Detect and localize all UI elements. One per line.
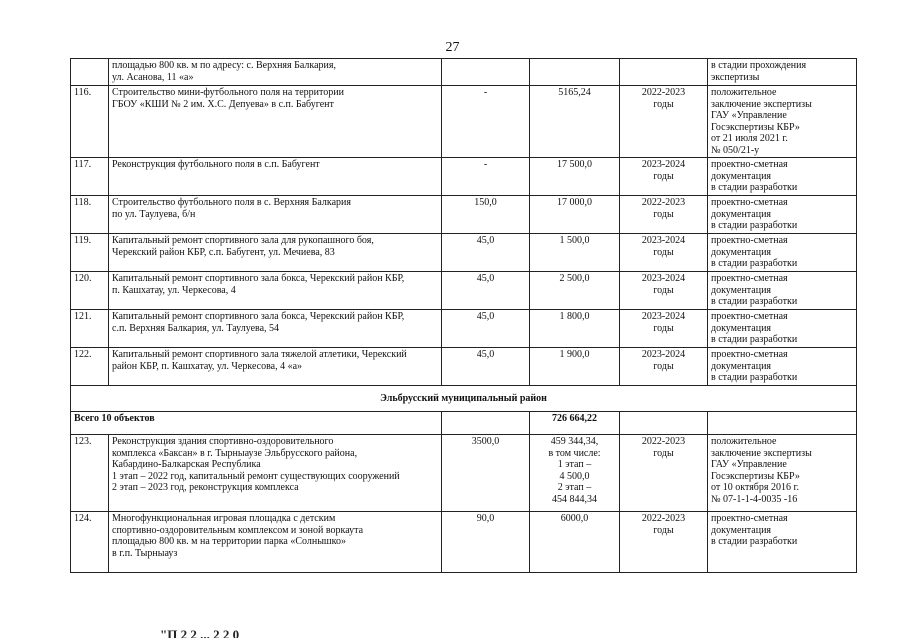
- row-number: 124.: [71, 512, 109, 573]
- object-name: Реконструкция футбольного поля в с.п. Бабугент: [109, 158, 442, 196]
- cost-cell: 1 500,0: [530, 234, 620, 272]
- section-row: [71, 386, 857, 412]
- years-cell: 2023-2024 годы: [620, 348, 708, 386]
- years-cell: 2022-2023 годы: [620, 196, 708, 234]
- status-cell: проектно-сметная документация в стадии разработки: [708, 310, 857, 348]
- status-cell: проектно-сметная документация в стадии разработки: [708, 512, 857, 573]
- object-name: Строительство мини-футбольного поля на территории ГБОУ «КШИ № 2 им. Х.С. Депуева» в с.п. Бабугент: [109, 86, 442, 158]
- table-row: [71, 512, 857, 573]
- cost-cell: 1 900,0: [530, 348, 620, 386]
- area-cell: -: [442, 86, 530, 158]
- total-cost: 726 664,22: [530, 412, 620, 435]
- cost-cell: [530, 59, 620, 86]
- status-cell: проектно-сметная документация в стадии разработки: [708, 348, 857, 386]
- status-cell: в стадии прохождения экспертизы: [708, 59, 857, 86]
- next-page-text-fragment: "П 2 2 ... 2 2 0: [160, 628, 240, 638]
- cost-cell: 5165,24: [530, 86, 620, 158]
- area-cell: 3500,0: [442, 435, 530, 512]
- table-row: [71, 435, 857, 512]
- row-number: [71, 59, 109, 86]
- area-cell: 45,0: [442, 310, 530, 348]
- table-row: [71, 348, 857, 386]
- area-cell: [442, 59, 530, 86]
- area-cell: -: [442, 158, 530, 196]
- status-cell: проектно-сметная документация в стадии разработки: [708, 272, 857, 310]
- row-number: 121.: [71, 310, 109, 348]
- years-cell: 2022-2023 годы: [620, 435, 708, 512]
- area-cell: 45,0: [442, 234, 530, 272]
- years-cell: [620, 59, 708, 86]
- row-number: 122.: [71, 348, 109, 386]
- cost-cell: 17 500,0: [530, 158, 620, 196]
- total-status-empty: [708, 412, 857, 435]
- cost-cell: 2 500,0: [530, 272, 620, 310]
- area-cell: 45,0: [442, 348, 530, 386]
- row-number: 116.: [71, 86, 109, 158]
- row-number: 117.: [71, 158, 109, 196]
- row-number: 123.: [71, 435, 109, 512]
- object-name: Реконструкция здания спортивно-оздоровительного комплекса «Баксан» в г. Тырныаузе Эльбрусского района, Кабардино-Балкарская Республика 1 этап – 2022 год, капитальный ремонт существующих сооружений 2 этап – 2023 год, реконструкция комплекса: [109, 435, 442, 512]
- total-years-empty: [620, 412, 708, 435]
- table-row: [71, 86, 857, 158]
- object-name: Капитальный ремонт спортивного зала бокса, Черекский район КБР, п. Кашхатау, ул. Черкесова, 4: [109, 272, 442, 310]
- years-cell: 2023-2024 годы: [620, 272, 708, 310]
- objects-table: [70, 58, 857, 573]
- status-cell: положительное заключение экспертизы ГАУ «Управление Госэкспертизы КБР» от 21 июля 2021 г. № 050/21-у: [708, 86, 857, 158]
- area-cell: 90,0: [442, 512, 530, 573]
- years-cell: 2023-2024 годы: [620, 310, 708, 348]
- table-row: [71, 272, 857, 310]
- table-row: [71, 158, 857, 196]
- table-row: [71, 196, 857, 234]
- row-number: 118.: [71, 196, 109, 234]
- row-number: 119.: [71, 234, 109, 272]
- cost-cell: 459 344,34, в том числе: 1 этап – 4 500,0 2 этап – 454 844,34: [530, 435, 620, 512]
- object-name: Капитальный ремонт спортивного зала бокса, Черекский район КБР, с.п. Верхняя Балкария, ул. Таулуева, 54: [109, 310, 442, 348]
- object-name: Многофункциональная игровая площадка с детским спортивно-оздоровительным комплексом и зоной воркаута площадью 800 кв. м на территории парка «Солнышко» в г.п. Тырныауз: [109, 512, 442, 573]
- table-row: [71, 234, 857, 272]
- status-cell: проектно-сметная документация в стадии разработки: [708, 196, 857, 234]
- years-cell: 2023-2024 годы: [620, 158, 708, 196]
- total-row: [71, 412, 857, 435]
- total-area-empty: [442, 412, 530, 435]
- row-number: 120.: [71, 272, 109, 310]
- page-number: 27: [445, 40, 460, 55]
- cost-cell: 1 800,0: [530, 310, 620, 348]
- cost-cell: 6000,0: [530, 512, 620, 573]
- years-cell: 2022-2023 годы: [620, 512, 708, 573]
- total-label: Всего 10 объектов: [71, 412, 442, 435]
- object-name: Капитальный ремонт спортивного зала тяжелой атлетики, Черекский район КБР, п. Кашхатау, ул. Черкесова, 4 «а»: [109, 348, 442, 386]
- object-name: Капитальный ремонт спортивного зала для рукопашного боя, Черекский район КБР, с.п. Бабугент, ул. Мечиева, 83: [109, 234, 442, 272]
- area-cell: 45,0: [442, 272, 530, 310]
- status-cell: проектно-сметная документация в стадии разработки: [708, 158, 857, 196]
- object-name: площадью 800 кв. м по адресу: с. Верхняя Балкария, ул. Асанова, 11 «а»: [109, 59, 442, 86]
- area-cell: 150,0: [442, 196, 530, 234]
- table-row: [71, 310, 857, 348]
- status-cell: проектно-сметная документация в стадии разработки: [708, 234, 857, 272]
- table-row: [71, 59, 857, 86]
- cost-cell: 17 000,0: [530, 196, 620, 234]
- status-cell: положительное заключение экспертизы ГАУ «Управление Госэкспертизы КБР» от 10 октября 2016 г. № 07-1-1-4-0035 -16: [708, 435, 857, 512]
- object-name: Строительство футбольного поля в с. Верхняя Балкария по ул. Таулуева, б/н: [109, 196, 442, 234]
- years-cell: 2023-2024 годы: [620, 234, 708, 272]
- section-title: Эльбрусский муниципальный район: [71, 386, 857, 412]
- years-cell: 2022-2023 годы: [620, 86, 708, 158]
